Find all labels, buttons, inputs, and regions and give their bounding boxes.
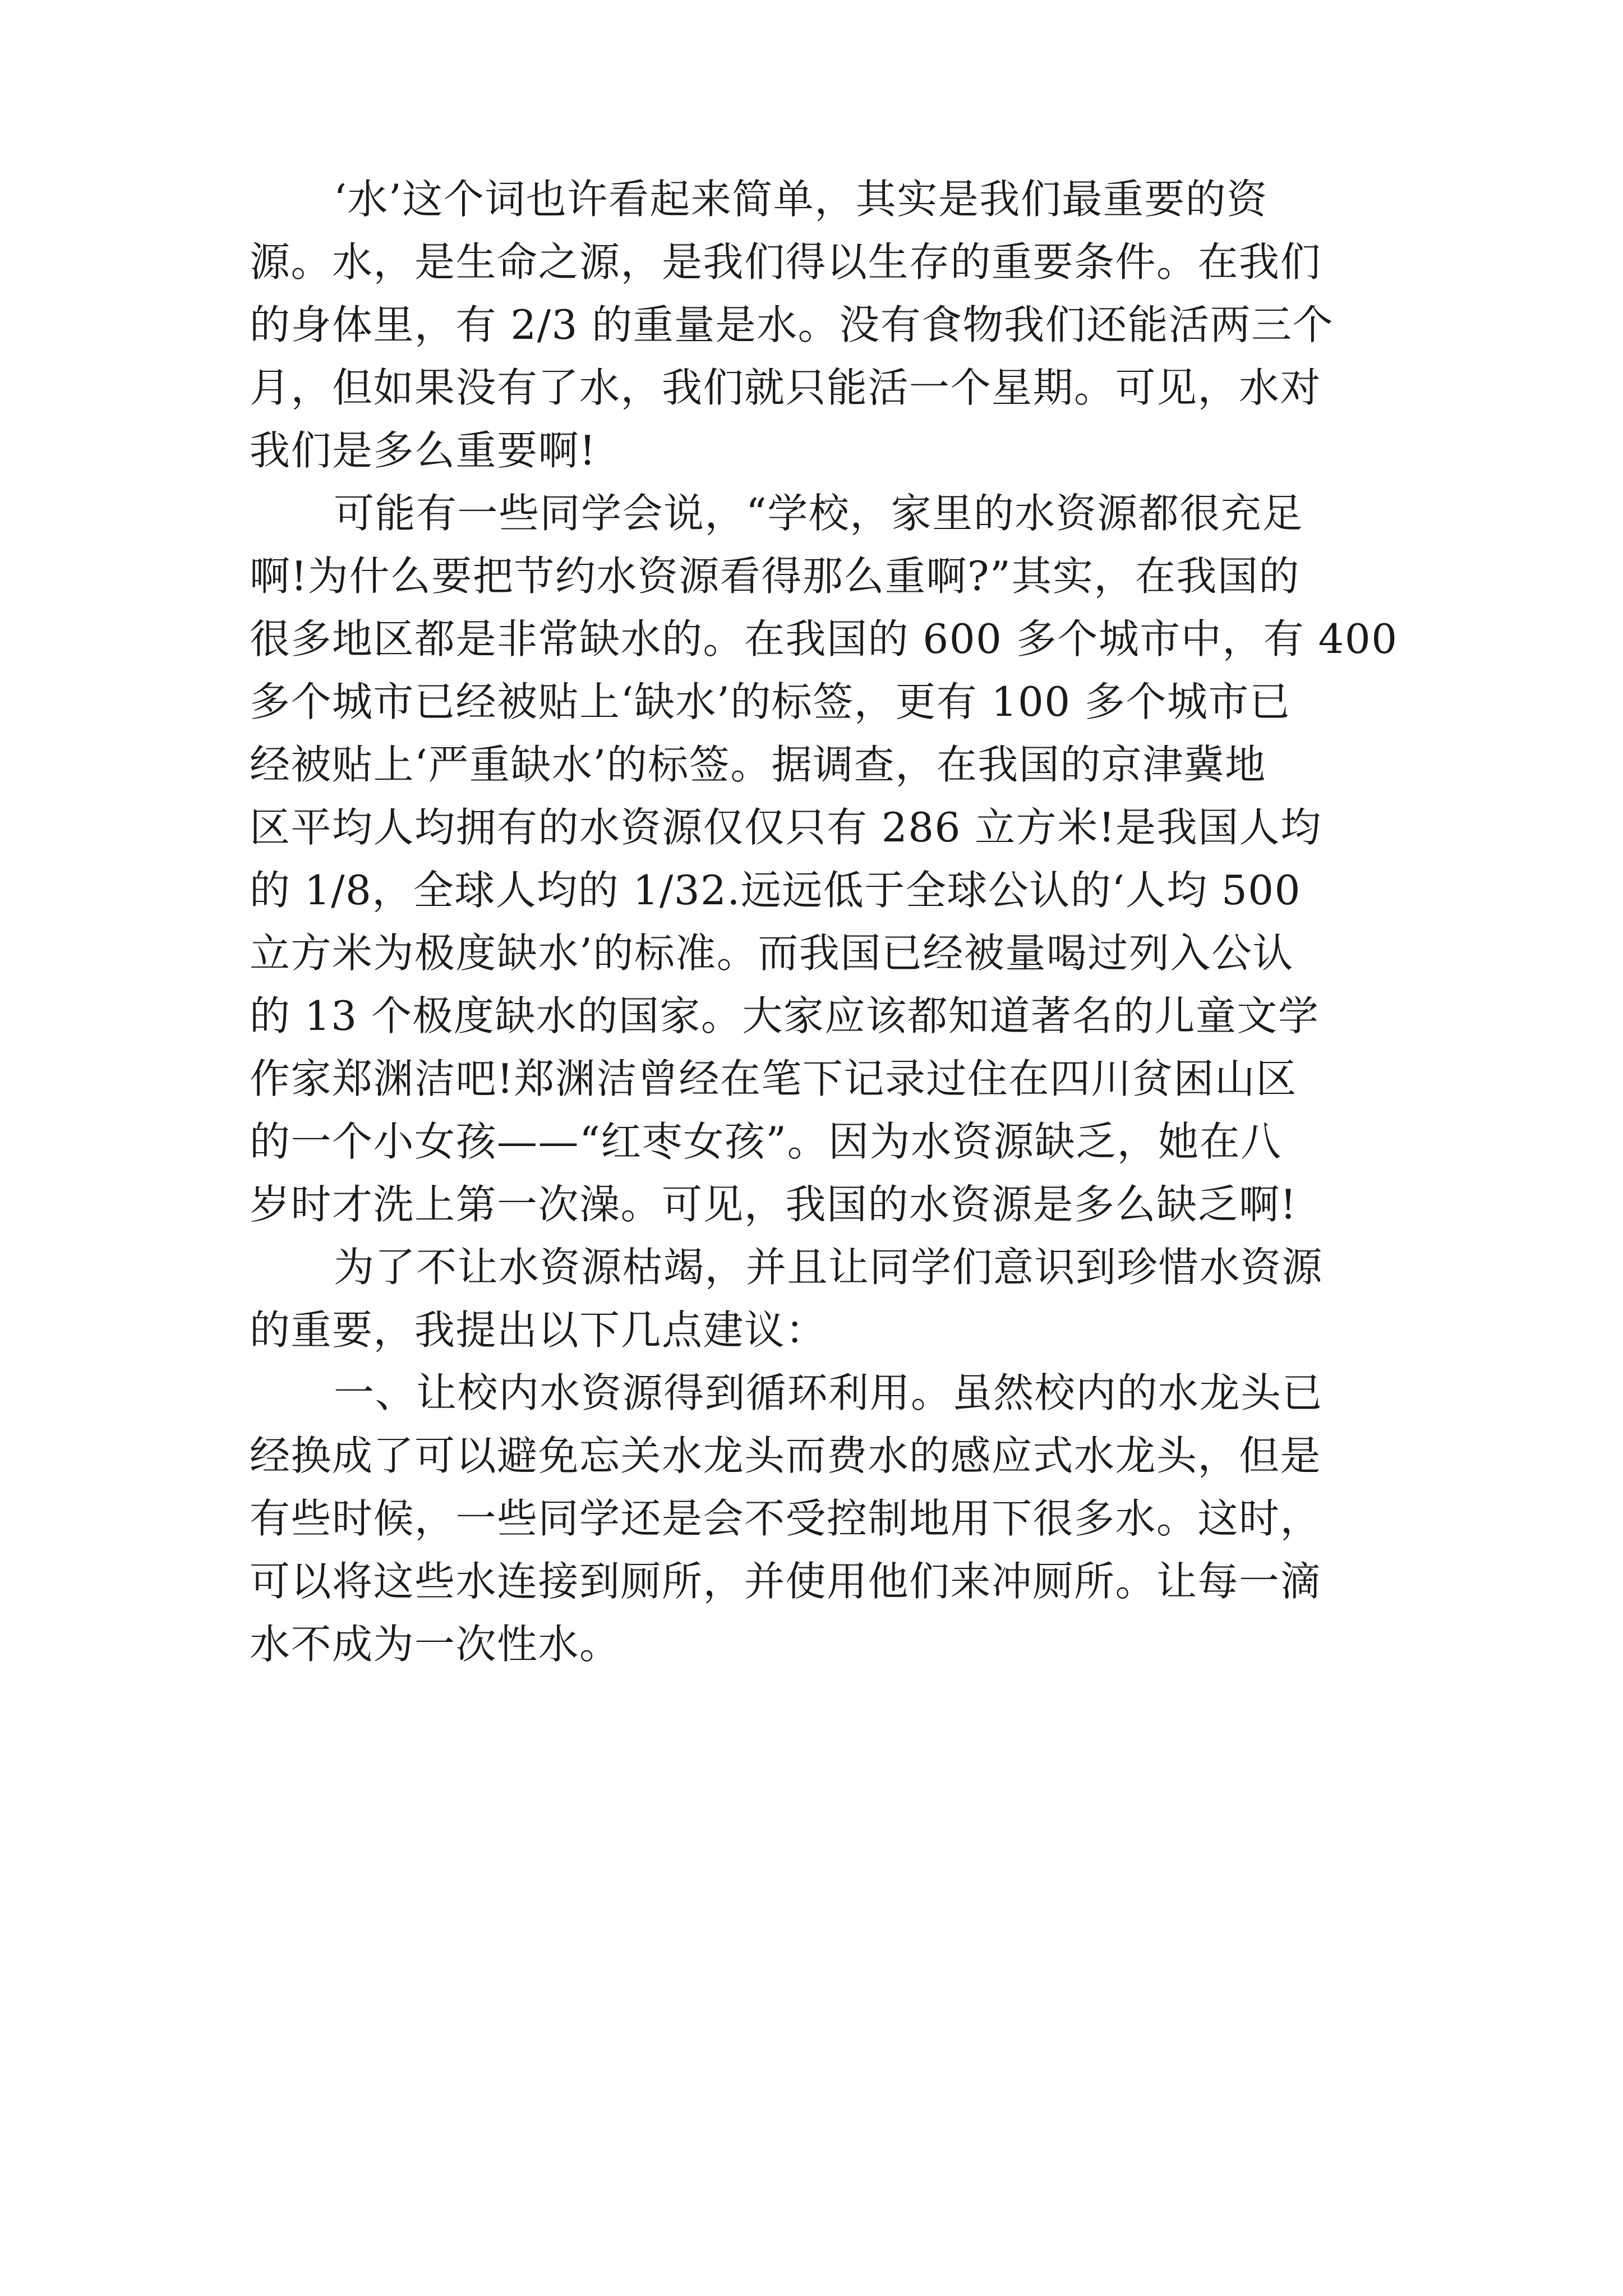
paragraph-2-line-8: 立方米为极度缺水’的标准。而我国已经被量喝过列入公认: [250, 930, 1294, 977]
paragraph-2-line-1: 可能有一些同学会说，“学校，家里的水资源都很充足: [334, 490, 1303, 537]
paragraph-2-line-9: 的 13 个极度缺水的国家。大家应该都知道著名的儿童文学: [250, 992, 1320, 1039]
paragraph-1-line-1: ‘水’这个词也许看起来简单，其实是我们最重要的资: [334, 176, 1268, 223]
paragraph-2-line-3: 很多地区都是非常缺水的。在我国的 600 多个城市中，有 400: [250, 615, 1398, 662]
paragraph-1-line-4: 月，但如果没有了水，我们就只能活一个星期。可见，水对: [250, 364, 1322, 411]
paragraph-4-line-5: 水不成为一次性水。: [250, 1621, 621, 1668]
paragraph-1-line-5: 我们是多么重要啊!: [250, 427, 597, 474]
paragraph-3-line-1: 为了不让水资源枯竭，并且让同学们意识到珍惜水资源: [334, 1244, 1324, 1291]
paragraph-4-line-1: 一、让校内水资源得到循环利用。虽然校内的水龙头已: [334, 1369, 1324, 1416]
paragraph-4-line-4: 可以将这些水连接到厕所，并使用他们来冲厕所。让每一滴: [250, 1558, 1322, 1605]
paragraph-2-line-11: 的一个小女孩——“红枣女孩”。因为水资源缺乏，她在八: [250, 1118, 1282, 1165]
paragraph-2-line-6: 区平均人均拥有的水资源仅仅只有 286 立方米!是我国人均: [250, 804, 1322, 851]
paragraph-2-line-5: 经被贴上‘严重缺水’的标签。据调查，在我国的京津冀地: [250, 741, 1266, 788]
paragraph-3-line-2: 的重要，我提出以下几点建议：: [250, 1306, 827, 1354]
paragraph-2-line-2: 啊!为什么要把节约水资源看得那么重啊?”其实，在我国的: [250, 553, 1300, 600]
paragraph-1-line-2: 源。水，是生命之源，是我们得以生存的重要条件。在我们: [250, 238, 1322, 286]
paragraph-2-line-4: 多个城市已经被贴上‘缺水’的标签，更有 100 多个城市已: [250, 678, 1291, 725]
paragraph-2-line-12: 岁时才洗上第一次澡。可见，我国的水资源是多么缺乏啊!: [250, 1181, 1297, 1228]
paragraph-1-line-3: 的身体里，有 2/3 的重量是水。没有食物我们还能活两三个: [250, 301, 1334, 348]
paragraph-2-line-10: 作家郑渊洁吧!郑渊洁曾经在笔下记录过住在四川贫困山区: [250, 1055, 1297, 1102]
paragraph-2-line-7: 的 1/8，全球人均的 1/32.远远低于全球公认的‘人均 500: [250, 867, 1301, 914]
paragraph-4-line-3: 有些时候，一些同学还是会不受控制地用下很多水。这时，: [250, 1495, 1322, 1542]
paragraph-4-line-2: 经换成了可以避免忘关水龙头而费水的感应式水龙头，但是: [250, 1432, 1322, 1479]
